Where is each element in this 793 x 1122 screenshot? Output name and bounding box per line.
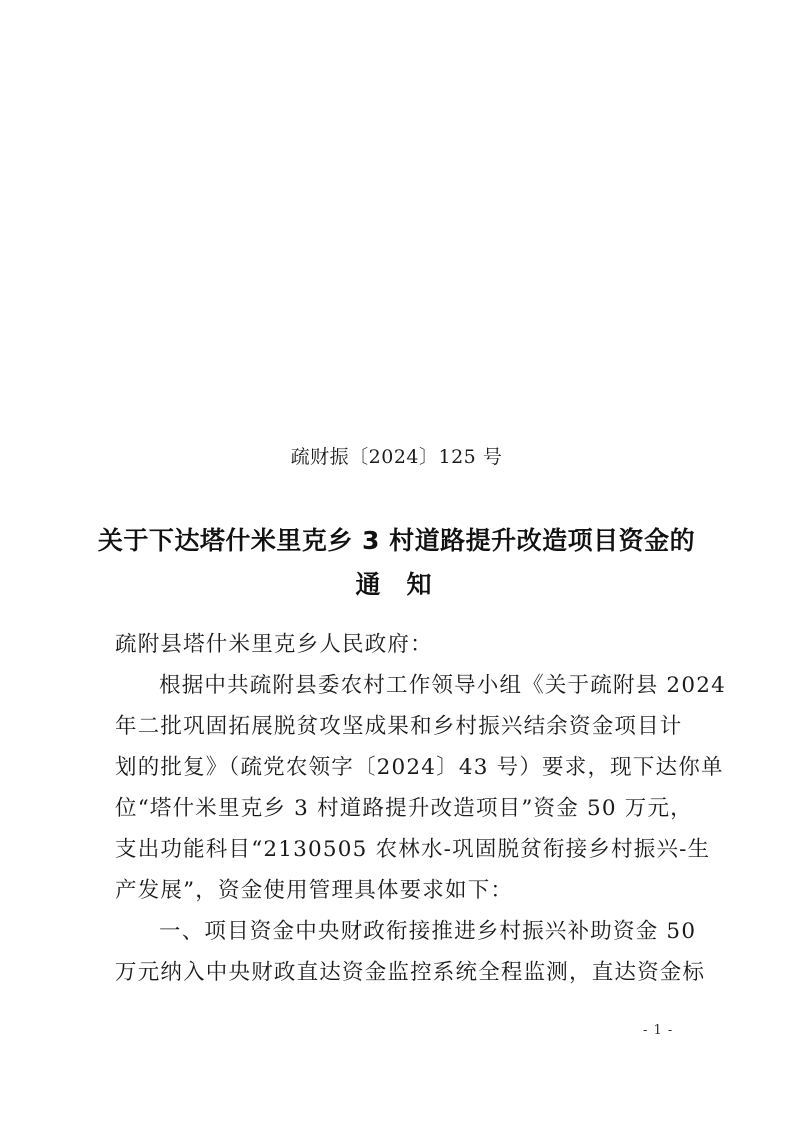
document-body [115, 624, 726, 993]
body-line: 位“塔什米里克乡 3 村道路提升改造项目”资金 50 万元， [115, 796, 693, 821]
body-line: 一、项目资金中央财政衔接推进乡村振兴补助资金 50 [159, 919, 697, 944]
body-line: 产发展”，资金使用管理具体要求如下： [115, 878, 514, 903]
body-line: 万元纳入中央财政直达资金监控系统全程监测，直达资金标 [115, 960, 706, 985]
document-title-line-1: 关于下达塔什米里克乡 3 村道路提升改造项目资金的 [97, 526, 696, 555]
body-line: 年二批巩固拓展脱贫攻坚成果和乡村振兴结余资金项目计 [115, 714, 683, 739]
page-number: - 1 - [643, 1023, 674, 1038]
recipient-line: 疏附县塔什米里克乡人民政府： [115, 632, 433, 657]
body-line: 划的批复》（疏党农领字〔2024〕43 号）要求，现下达你单 [115, 755, 724, 780]
document-number: 疏财振〔2024〕125 号 [290, 446, 503, 468]
document-title-line-2: 通知 [355, 570, 458, 599]
body-line: 根据中共疏附县委农村工作领导小组《关于疏附县 2024 [159, 673, 726, 698]
body-line: 支出功能科目“2130505 农林水-巩固脱贫衔接乡村振兴-生 [115, 837, 711, 862]
